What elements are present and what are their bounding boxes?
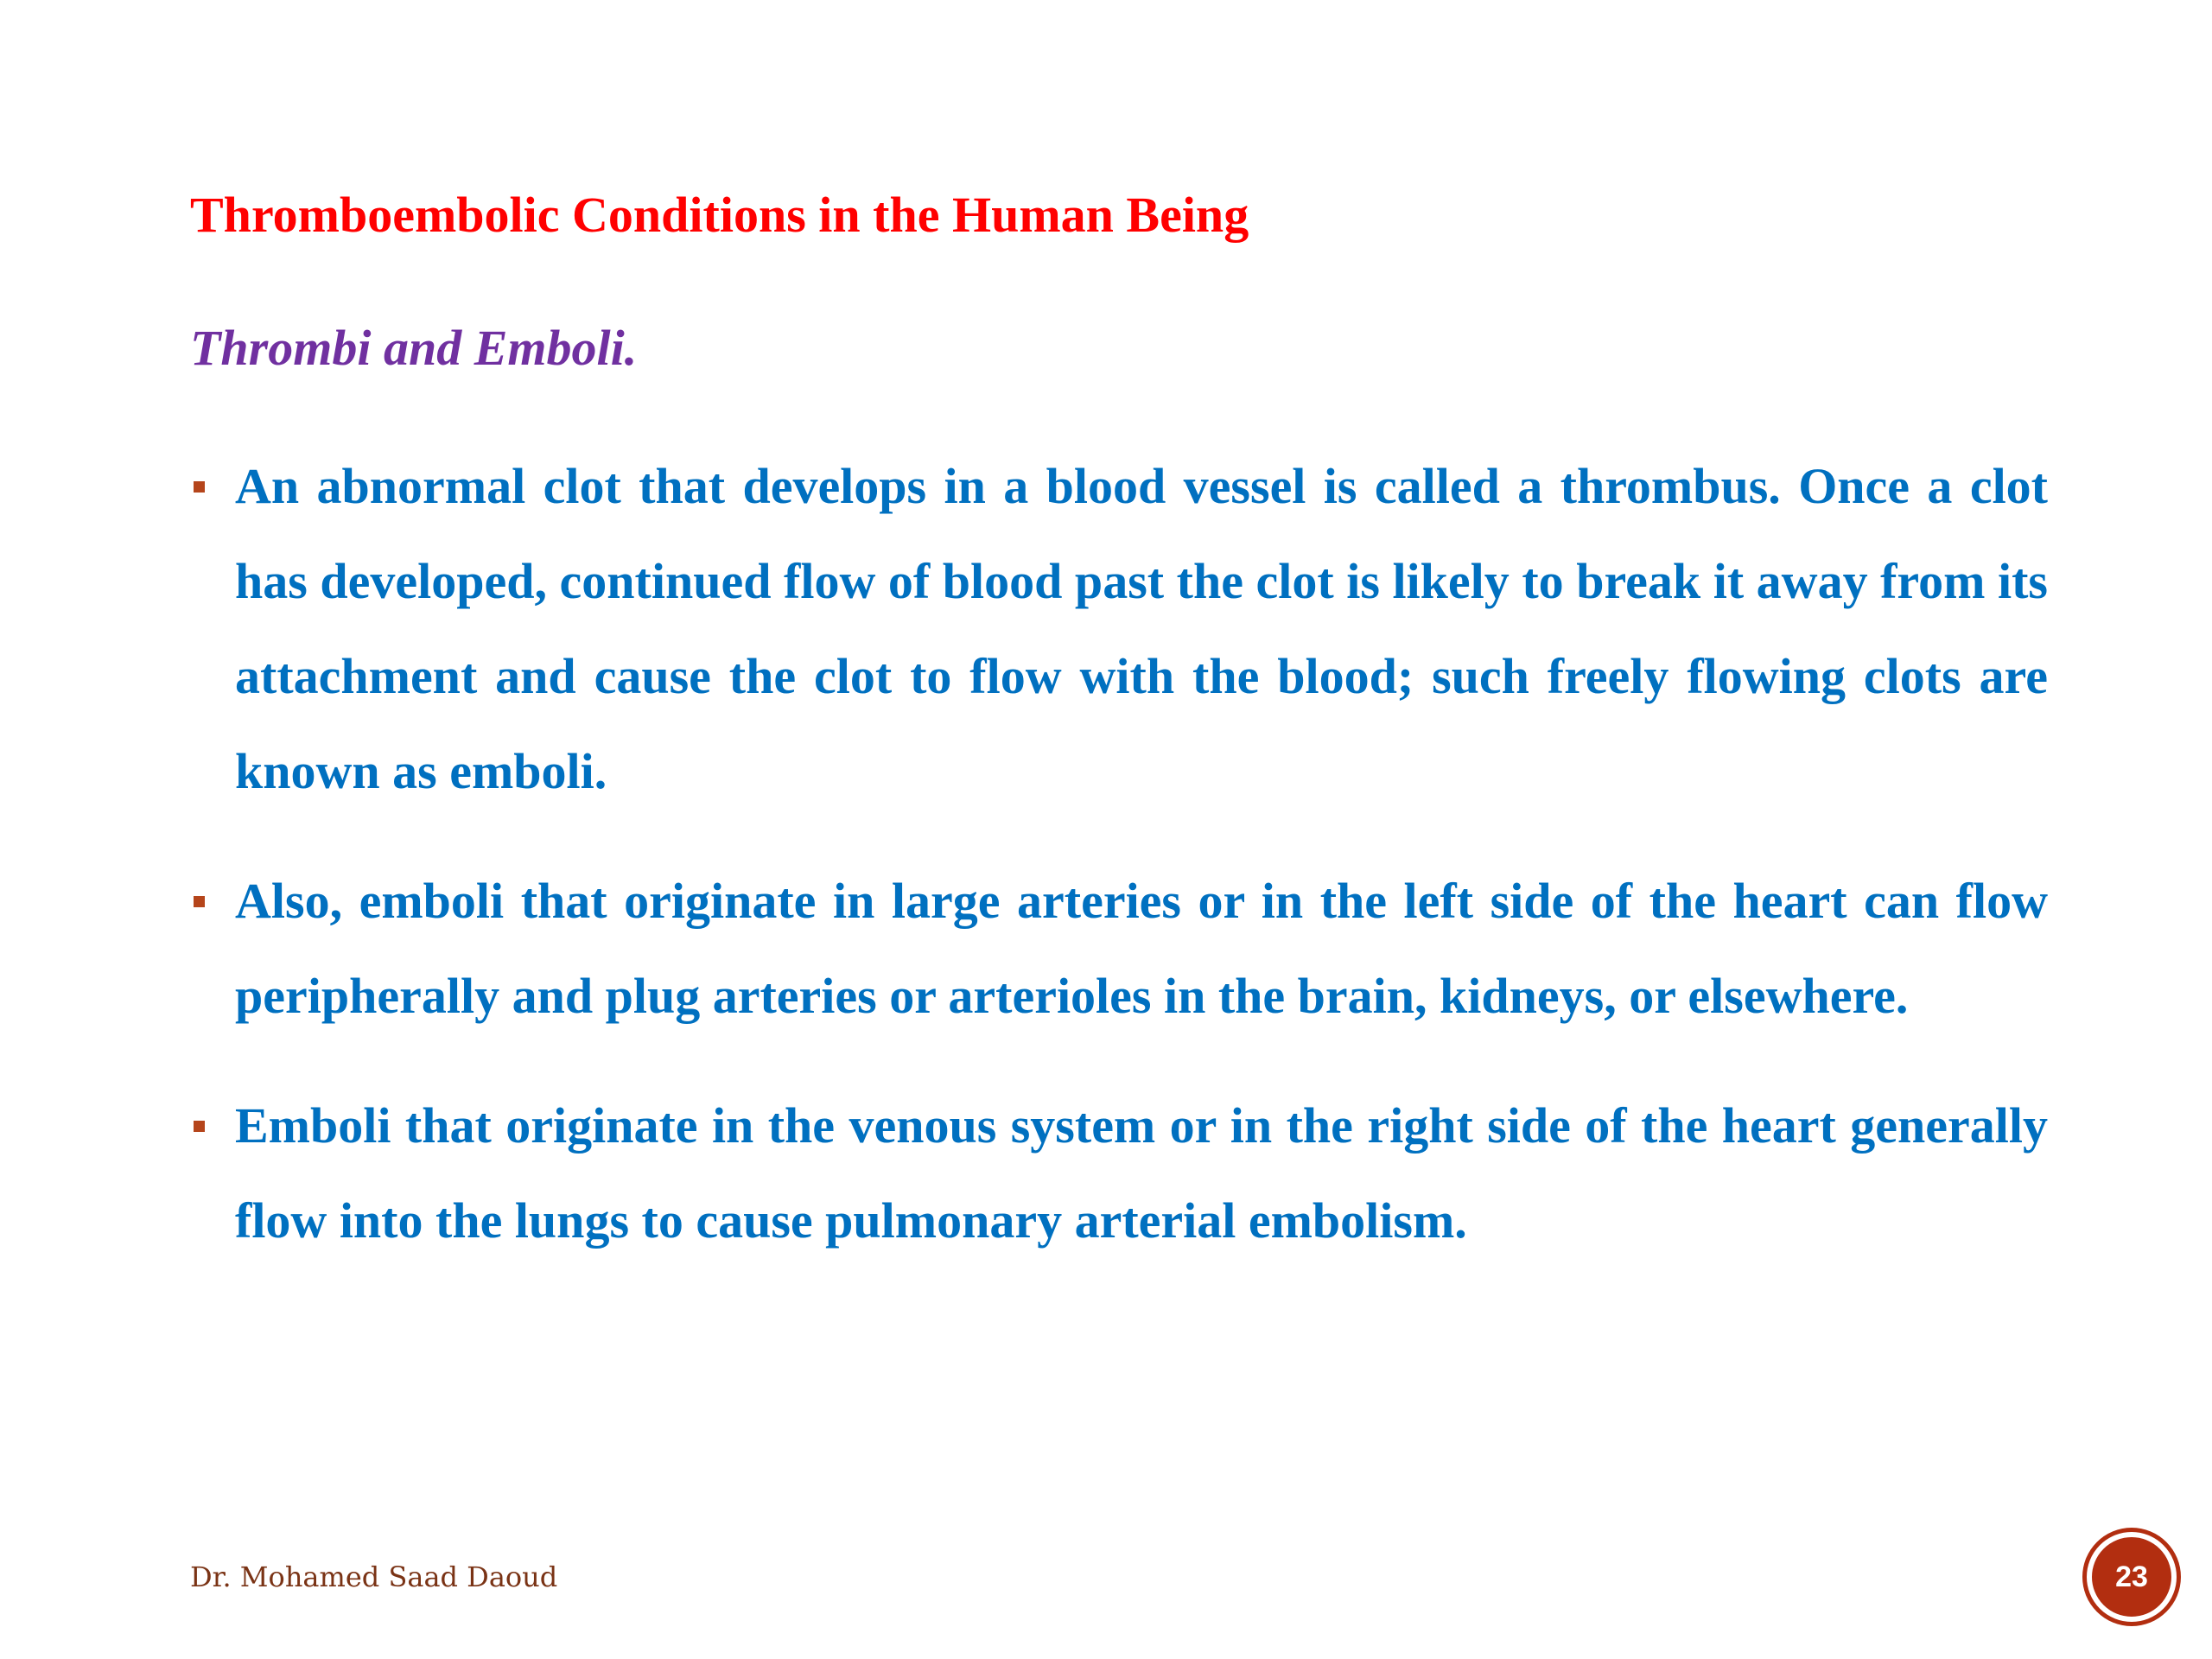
bullet-text: An abnormal clot that develops in a blood vessel is called a thrombus. Once a clot has developed, continued flow of blood past the clot is likely to break it away from its attachment and cause the clot to flow with the blood; such freely flowing clots are known as emboli. [235, 458, 2048, 799]
bullet-text: Also, emboli that originate in large arteries or in the left side of the heart can flow peripherally and plug arteries or arterioles in the brain, kidneys, or elsewhere. [235, 873, 2048, 1024]
bullet-list [190, 439, 2048, 1303]
bullet-item [190, 854, 2048, 1044]
square-bullet-icon [194, 896, 205, 907]
page-number: 23 [2115, 1560, 2148, 1593]
square-bullet-icon [194, 481, 205, 493]
page-number-badge [2087, 1532, 2177, 1622]
slide-title: Thromboembolic Conditions in the Human Being [190, 187, 1249, 243]
square-bullet-icon [194, 1121, 205, 1132]
footer-author: Dr. Mohamed Saad Daoud [190, 1560, 558, 1593]
bullet-item [190, 1078, 2048, 1268]
bullet-item [190, 439, 2048, 819]
bullet-text: Emboli that originate in the venous system or in the right side of the heart generally flow into the lungs to cause pulmonary arterial embolism. [235, 1097, 2048, 1249]
slide-subtitle: Thrombi and Emboli. [190, 320, 638, 376]
